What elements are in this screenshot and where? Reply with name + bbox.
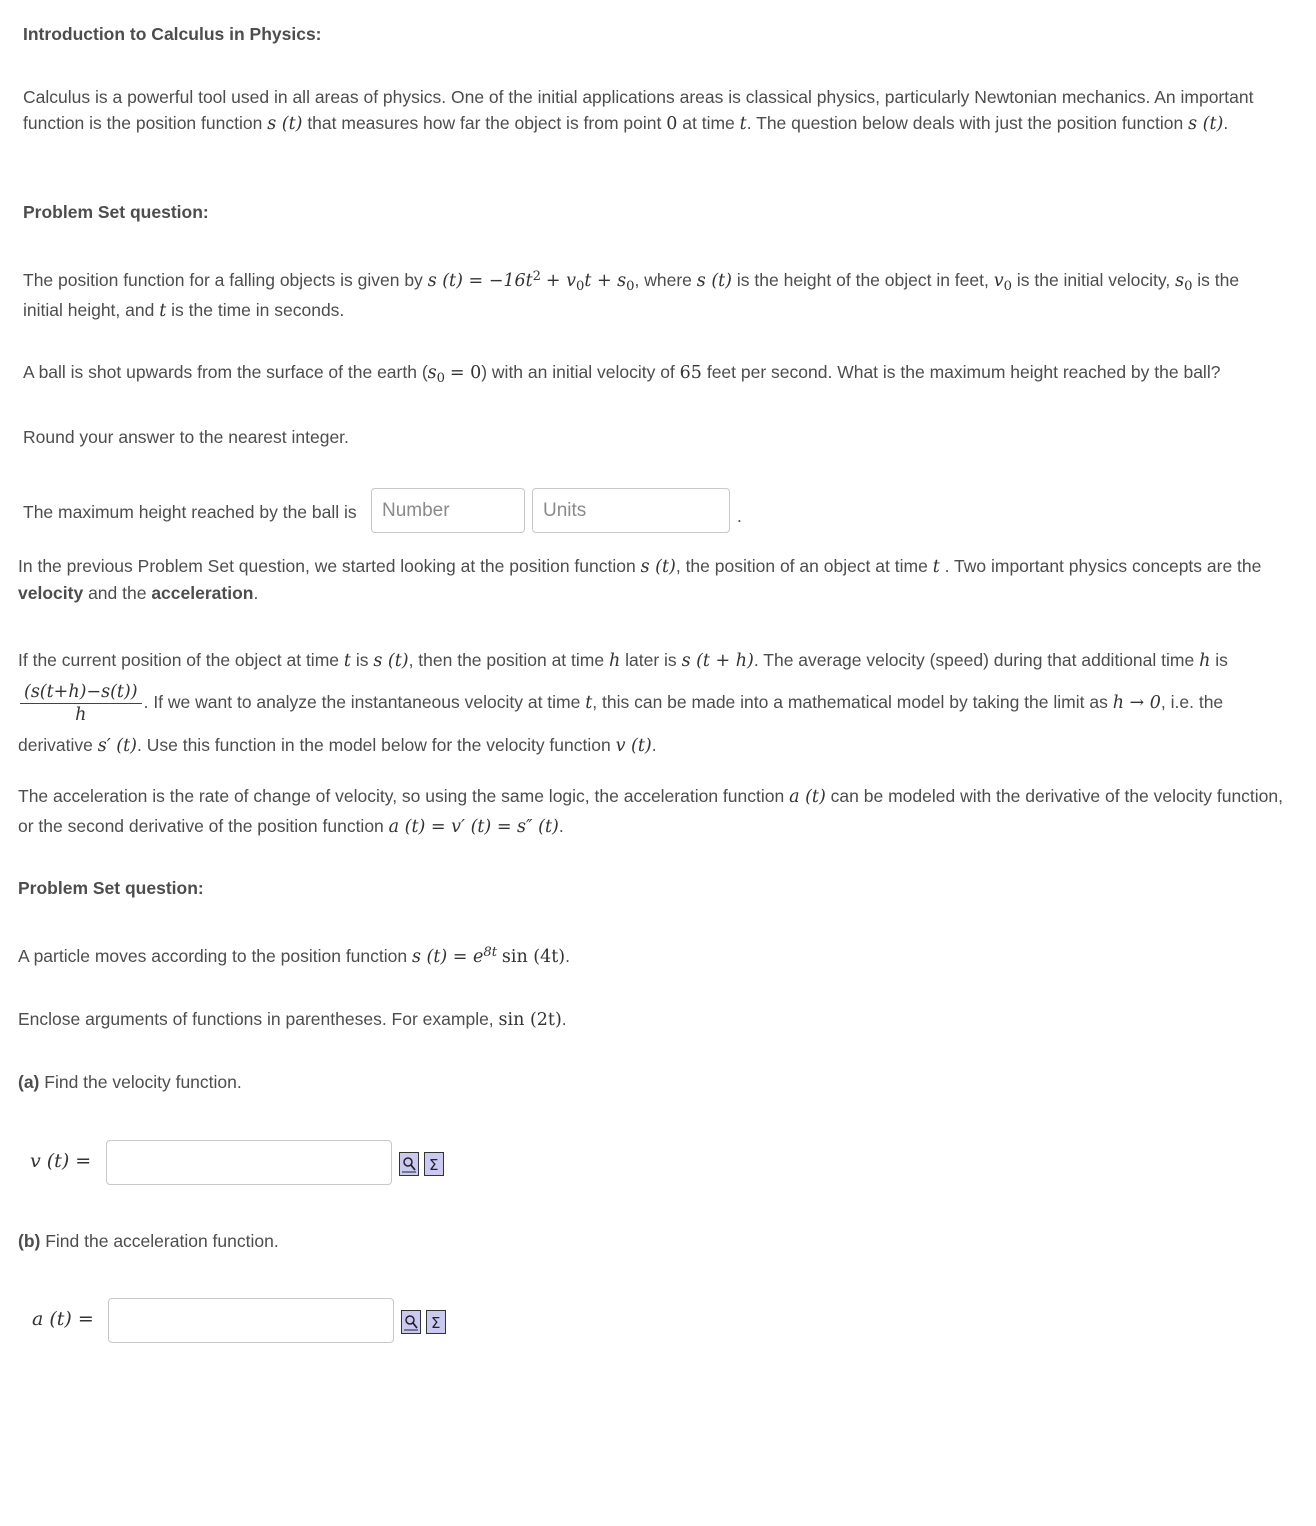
velocity-explanation-paragraph: If the current position of the object at time t is s (t), then the position at time h later is s (t + h). The average velocity (speed) during that additional time h is $\frac{(s(t+h)-s(t))}{h}$ . If we want to analyze the instantaneous velocity at time t, this can be made into a mathematical model by taking the limit as h → 0, i.e. the derivative s′ (t). Use this function in the model below for the velocity function v (t). [18, 650, 1228, 756]
concepts-intro-paragraph: In the previous Problem Set question, we started looking at the position function s (t), the position of an object at time t . Two important physics concepts are the velocity and the acceleration. [18, 556, 1262, 603]
intro-title: Introduction to Calculus in Physics: [23, 24, 322, 44]
q2-parentheses-note: Enclose arguments of functions in parentheses. For example, sin (2t). [18, 1009, 567, 1030]
acceleration-input[interactable] [108, 1298, 394, 1343]
q1-position-function-paragraph: The position function for a falling objects is given by s $(t) = -16t^2 + v_0t + s_0$, where s (t) is the height of the object in feet, $v_0$ is the initial velocity, $s_0$ is the initial height, and t is the time in seconds. [23, 269, 1240, 321]
svg-text:Σ: Σ [431, 1314, 441, 1332]
acceleration-label: a (t) = [32, 1308, 94, 1330]
velocity-label: v (t) = [30, 1150, 92, 1172]
svg-text:Σ: Σ [429, 1156, 439, 1174]
average-velocity-fraction: $\frac{(s(t+h)-s(t))}{h}$ [20, 681, 142, 726]
equation-editor-icon[interactable] [426, 1310, 446, 1334]
acceleration-explanation-paragraph: The acceleration is the rate of change of velocity, so using the same logic, the acceleration function a (t) can be modeled with the derivative of the velocity function, or the second derivative of the position function a (t) = v′ (t) = s″ (t). [18, 786, 1284, 837]
q1-rounding-note: Round your answer to the nearest integer. [23, 427, 349, 447]
part-a-prompt: (a) Find the velocity function. [18, 1072, 242, 1092]
problem-set-heading-1: Problem Set question: [23, 202, 209, 222]
preview-icon[interactable] [401, 1310, 421, 1334]
number-input[interactable] [371, 488, 525, 533]
preview-icon[interactable] [399, 1152, 419, 1176]
velocity-input[interactable] [106, 1140, 392, 1185]
part-b-prompt: (b) Find the acceleration function. [18, 1231, 279, 1251]
q2-position-function-paragraph: A particle moves according to the position function s $(t) = e^{8t}$ sin (4t). [18, 945, 570, 967]
q1-ball-paragraph: A ball is shot upwards from the surface of the earth $(s_0 = 0)$ with an initial velocity of 65 feet per second. What is the maximum height reached by the ball? [23, 362, 1221, 386]
problem-set-heading-2: Problem Set question: [18, 878, 204, 898]
equation-editor-icon[interactable] [424, 1152, 444, 1176]
q1-answer-label: The maximum height reached by the ball is [23, 502, 357, 522]
units-input[interactable] [532, 488, 730, 533]
intro-paragraph: Calculus is a powerful tool used in all areas of physics. One of the initial applications areas is classical physics, particularly Newtonian mechanics. An important function is the position function s (t) that measures how far the object is from point 0 at time t. The question below deals with just the position function s (t). [23, 87, 1254, 134]
q1-answer-period: . [737, 506, 742, 526]
